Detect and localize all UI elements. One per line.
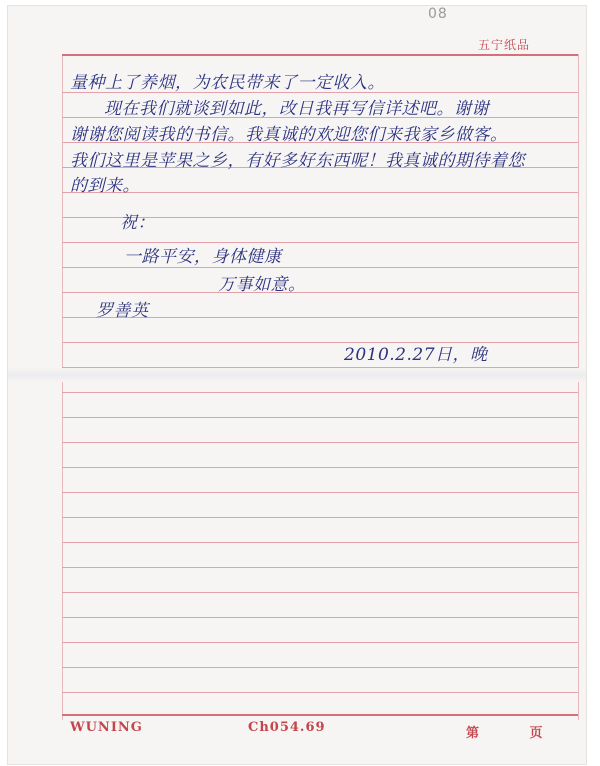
footer-brand: WUNING xyxy=(70,720,143,735)
letter-line: 我们这里是苹果之乡，有好多好东西呢！我真诚的期待着您 xyxy=(70,151,525,171)
ruled-line xyxy=(62,542,578,543)
ruled-line xyxy=(62,267,578,268)
corner-mark: 08 xyxy=(428,6,448,22)
footer-page-label: 第 页 xyxy=(466,726,557,741)
paper-fold-crease xyxy=(8,368,586,382)
letter-line: 万事如意。 xyxy=(218,275,306,295)
ruled-line xyxy=(62,417,578,418)
letter-date: 2010.2.27日，晚 xyxy=(344,345,488,365)
ruled-line xyxy=(62,667,578,668)
letter-line: 谢谢您阅读我的书信。我真诚的欢迎您们来我家乡做客。 xyxy=(70,125,508,145)
ruled-line xyxy=(62,692,578,693)
left-margin-line xyxy=(62,54,63,720)
ruled-line xyxy=(62,642,578,643)
letter-line: 一路平安，身体健康 xyxy=(124,247,282,267)
ruled-line xyxy=(62,292,578,293)
ruled-line xyxy=(62,567,578,568)
ruled-line xyxy=(62,617,578,618)
right-margin-line xyxy=(578,54,579,720)
ruled-line xyxy=(62,442,578,443)
letter-line: 现在我们就谈到如此，改日我再写信详述吧。谢谢 xyxy=(104,99,489,119)
footer-rule xyxy=(62,714,578,716)
ruled-line xyxy=(62,342,578,343)
paper-brand-top: 五宁纸品 xyxy=(478,38,531,52)
ruled-line xyxy=(62,392,578,393)
header-rule xyxy=(62,54,578,56)
footer-code: Ch054.69 xyxy=(248,720,326,735)
letter-line: 祝： xyxy=(120,213,155,233)
letter-line: 的到来。 xyxy=(70,176,140,196)
ruled-line xyxy=(62,492,578,493)
ruled-line xyxy=(62,467,578,468)
ruled-line xyxy=(62,592,578,593)
ruled-line xyxy=(62,517,578,518)
letter-signature: 罗善英 xyxy=(96,301,149,321)
letter-paper xyxy=(8,6,586,764)
letter-line: 量种上了养烟，为农民带来了一定收入。 xyxy=(70,73,385,93)
